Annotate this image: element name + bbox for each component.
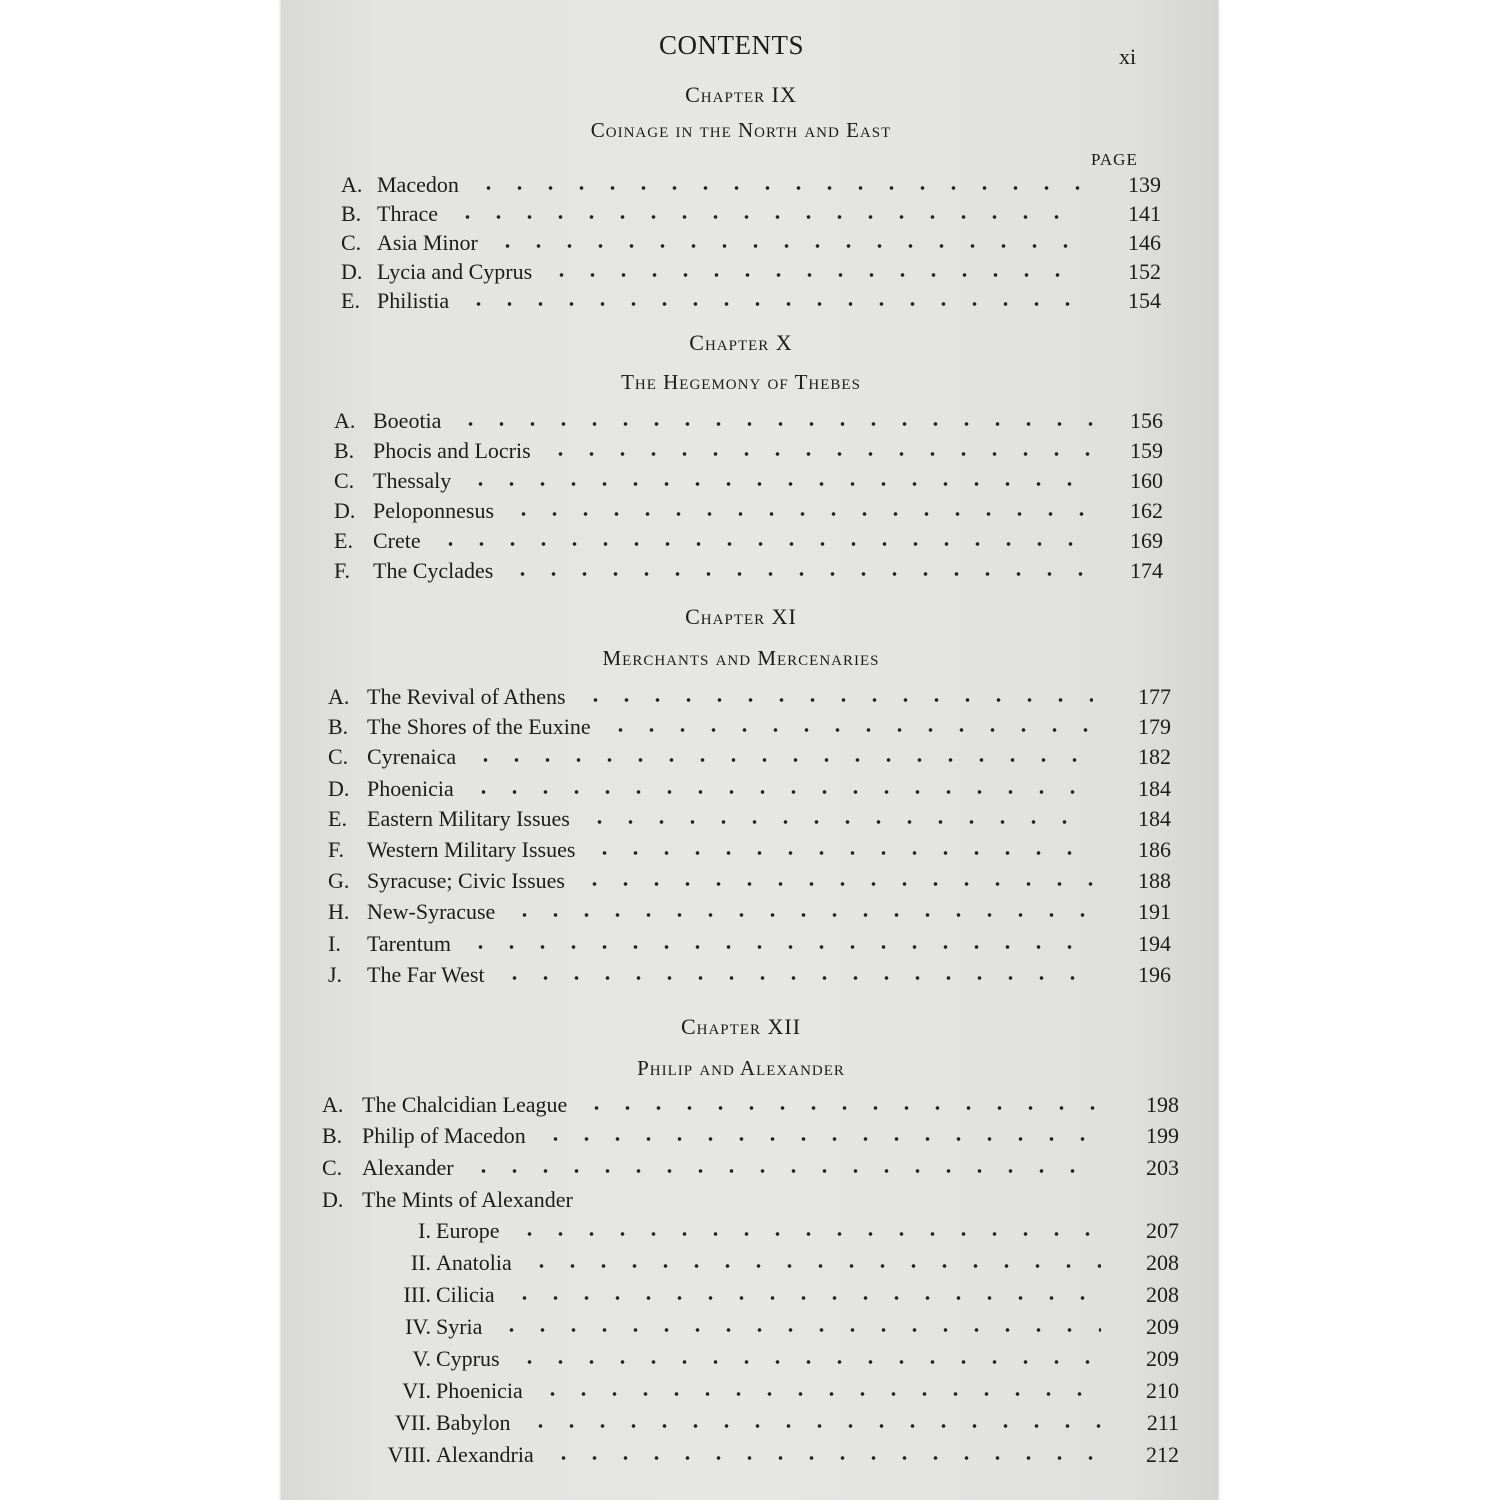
entry-page-number: 203 [1146, 1155, 1179, 1180]
entry-letter: E. [334, 528, 353, 553]
entry-title: Alexander [362, 1155, 454, 1180]
entry-letter: A. [328, 684, 350, 709]
entry-page-number: 139 [1128, 172, 1161, 197]
leader-dots [540, 1137, 1101, 1141]
entry-letter: IV. [405, 1314, 431, 1339]
entry-title: Boeotia [373, 408, 442, 433]
entry-page-number: 199 [1146, 1123, 1179, 1148]
entry-letter: H. [328, 899, 350, 924]
entry-page-number: 208 [1146, 1250, 1179, 1275]
leader-dots [496, 1328, 1101, 1332]
leader-dots [508, 512, 1093, 516]
toc-entry [281, 230, 1211, 260]
entry-letter: F. [328, 837, 344, 862]
entry-letter: C. [328, 744, 349, 769]
entry-letter: I. [328, 931, 341, 956]
toc-subentry [281, 1346, 1211, 1376]
leader-dots [473, 186, 1081, 190]
entry-title: Cilicia [436, 1282, 495, 1307]
entry-title: Phocis and Locris [373, 438, 531, 463]
leader-dots [579, 882, 1093, 886]
toc-subentry [281, 1250, 1211, 1280]
toc-entry [281, 288, 1211, 318]
entry-page-number: 209 [1146, 1314, 1179, 1339]
leader-dots [509, 1296, 1101, 1300]
toc-entry [281, 1123, 1211, 1153]
entry-page-number: 209 [1146, 1346, 1179, 1371]
chapter-heading: Chapter XI [685, 604, 797, 629]
leader-dots [548, 1456, 1101, 1460]
entry-page-number: 159 [1130, 438, 1163, 463]
entry-page-number: 191 [1138, 899, 1171, 924]
book-page [281, 0, 1218, 1500]
entry-page-number: 162 [1130, 498, 1163, 523]
leader-dots [605, 728, 1093, 732]
entry-page-number: 179 [1138, 714, 1171, 739]
toc-entry [281, 468, 1211, 498]
entry-letter: D. [322, 1187, 344, 1212]
entry-letter: VIII. [387, 1442, 431, 1467]
leader-dots [499, 976, 1093, 980]
toc-subentry [281, 1378, 1211, 1408]
entry-letter: B. [328, 714, 349, 739]
leader-dots [581, 1106, 1101, 1110]
toc-entry [281, 259, 1211, 289]
entry-title: Babylon [436, 1410, 511, 1435]
leader-dots [545, 452, 1093, 456]
entry-title: Anatolia [436, 1250, 512, 1275]
toc-entry [281, 528, 1211, 558]
entry-title: Alexandria [436, 1442, 534, 1467]
entry-page-number: 212 [1146, 1442, 1179, 1467]
toc-subentry [281, 1314, 1211, 1344]
entry-title: Philistia [377, 288, 450, 313]
entry-page-number: 210 [1146, 1378, 1179, 1403]
entry-title: Thessaly [373, 468, 452, 493]
entry-page-number: 207 [1146, 1218, 1179, 1243]
leader-dots [465, 945, 1093, 949]
entry-title: The Far West [367, 962, 485, 987]
toc-entry [281, 1155, 1211, 1185]
entry-page-number: 186 [1138, 837, 1171, 862]
leader-dots [589, 851, 1093, 855]
entry-letter: A. [341, 172, 363, 197]
leader-dots [580, 698, 1093, 702]
entry-title: The Cyclades [373, 558, 494, 583]
entry-letter: D. [328, 776, 350, 801]
toc-entry [281, 962, 1211, 992]
toc-entry [281, 776, 1211, 806]
entry-title: Eastern Military Issues [367, 806, 570, 831]
entry-letter: I. [418, 1218, 431, 1243]
entry-title: Peloponnesus [373, 498, 494, 523]
toc-entry [281, 558, 1211, 588]
leader-dots [463, 302, 1081, 306]
entry-letter: F. [334, 558, 350, 583]
entry-page-number: 160 [1130, 468, 1163, 493]
entry-page-number: 146 [1128, 230, 1161, 255]
entry-letter: VII. [394, 1410, 431, 1435]
toc-subentry [281, 1410, 1211, 1440]
leader-dots [525, 1424, 1101, 1428]
entry-page-number: 196 [1138, 962, 1171, 987]
toc-entry [281, 1187, 1211, 1217]
entry-title: Crete [373, 528, 421, 553]
entry-page-number: 182 [1138, 744, 1171, 769]
entry-letter: G. [328, 868, 350, 893]
leader-dots [468, 790, 1093, 794]
toc-entry [281, 438, 1211, 468]
entry-page-number: 177 [1138, 684, 1171, 709]
leader-dots [470, 758, 1093, 762]
leader-dots [537, 1392, 1101, 1396]
toc-entry [281, 201, 1211, 231]
toc-entry [281, 172, 1211, 202]
entry-title: Lycia and Cyprus [377, 259, 533, 284]
chapter-subtitle: Philip and Alexander [637, 1056, 845, 1080]
entry-title: Cyprus [436, 1346, 500, 1371]
toc-entry [281, 684, 1211, 714]
chapter-heading: Chapter X [689, 330, 793, 355]
leader-dots [514, 1232, 1101, 1236]
entry-letter: B. [334, 438, 355, 463]
entry-title: Cyrenaica [367, 744, 457, 769]
entry-page-number: 194 [1138, 931, 1171, 956]
entry-title: The Mints of Alexander [362, 1187, 573, 1212]
entry-letter: C. [341, 230, 362, 255]
chapter-subtitle: Coinage in the North and East [590, 118, 892, 142]
entry-title: Western Military Issues [367, 837, 576, 862]
entry-letter: B. [322, 1123, 343, 1148]
entry-title: The Chalcidian League [362, 1092, 568, 1117]
page-column-label: PAGE [1091, 150, 1138, 169]
toc-entry [281, 806, 1211, 836]
entry-letter: J. [328, 962, 343, 987]
chapter-subtitle: Merchants and Mercenaries [602, 646, 880, 670]
running-head-title: CONTENTS [659, 30, 804, 60]
entry-title: Philip of Macedon [362, 1123, 526, 1148]
leader-dots [526, 1264, 1101, 1268]
toc-entry [281, 868, 1211, 898]
entry-letter: D. [334, 498, 356, 523]
entry-letter: III. [403, 1282, 431, 1307]
toc-entry [281, 498, 1211, 528]
entry-page-number: 211 [1146, 1410, 1179, 1435]
entry-title: The Revival of Athens [367, 684, 566, 709]
leader-dots [514, 1360, 1101, 1364]
entry-page-number: 188 [1138, 868, 1171, 893]
chapter-heading: Chapter XII [680, 1014, 802, 1039]
leader-dots [468, 1169, 1101, 1173]
leader-dots [492, 244, 1081, 248]
leader-dots [435, 542, 1093, 546]
entry-title: Phoenicia [436, 1378, 523, 1403]
entry-letter: D. [341, 259, 363, 284]
entry-letter: C. [322, 1155, 343, 1180]
entry-letter: E. [341, 288, 360, 313]
leader-dots [452, 215, 1081, 219]
entry-page-number: 141 [1128, 201, 1161, 226]
entry-title: Europe [436, 1218, 500, 1243]
entry-title: Syria [436, 1314, 483, 1339]
entry-letter: C. [334, 468, 355, 493]
entry-title: Tarentum [367, 931, 451, 956]
leader-dots [465, 482, 1093, 486]
chapter-heading: Chapter IX [685, 82, 797, 107]
entry-page-number: 152 [1128, 259, 1161, 284]
entry-page-number: 174 [1130, 558, 1163, 583]
entry-title: New-Syracuse [367, 899, 496, 924]
leader-dots [509, 913, 1093, 917]
entry-title: Thrace [377, 201, 439, 226]
chapter-subtitle: The Hegemony of Thebes [621, 370, 861, 394]
leader-dots [584, 820, 1093, 824]
entry-page-number: 156 [1130, 408, 1163, 433]
toc-entry [281, 744, 1211, 774]
entry-letter: A. [334, 408, 356, 433]
entry-page-number: 154 [1128, 288, 1161, 313]
entry-page-number: 208 [1146, 1282, 1179, 1307]
entry-title: Asia Minor [377, 230, 478, 255]
toc-entry [281, 408, 1211, 438]
entry-page-number: 184 [1138, 806, 1171, 831]
leader-dots [455, 422, 1093, 426]
entry-page-number: 169 [1130, 528, 1163, 553]
entry-page-number: 184 [1138, 776, 1171, 801]
toc-entry [281, 931, 1211, 961]
toc-entry [281, 837, 1211, 867]
toc-subentry [281, 1218, 1211, 1248]
entry-letter: VI. [402, 1378, 431, 1403]
entry-page-number: 198 [1146, 1092, 1179, 1117]
entry-letter: V. [412, 1346, 431, 1371]
toc-entry [281, 1092, 1211, 1122]
entry-title: Phoenicia [367, 776, 454, 801]
entry-title: The Shores of the Euxine [367, 714, 591, 739]
leader-dots [507, 572, 1093, 576]
toc-subentry [281, 1442, 1211, 1472]
toc-entry [281, 714, 1211, 744]
entry-letter: A. [322, 1092, 344, 1117]
entry-title: Syracuse; Civic Issues [367, 868, 565, 893]
entry-title: Macedon [377, 172, 459, 197]
entry-letter: II. [410, 1250, 431, 1275]
leader-dots [546, 273, 1081, 277]
entry-letter: E. [328, 806, 347, 831]
entry-letter: B. [341, 201, 362, 226]
page-folio: xi [1119, 44, 1137, 69]
toc-subentry [281, 1282, 1211, 1312]
toc-entry [281, 899, 1211, 929]
